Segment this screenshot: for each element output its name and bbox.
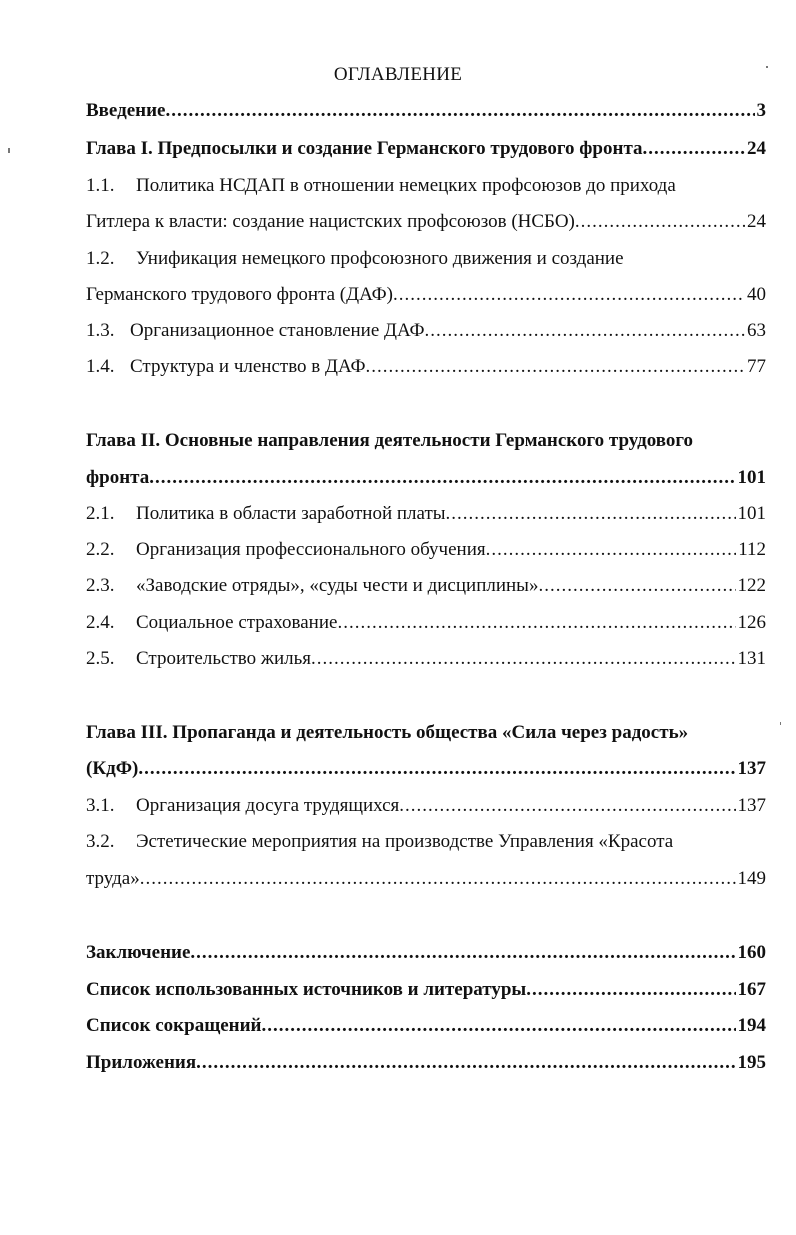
toc-entry-section-3-2-line1 bbox=[86, 829, 766, 855]
toc-page-number: 137 bbox=[737, 758, 766, 779]
dot-leader bbox=[526, 977, 735, 1003]
dot-leader bbox=[643, 136, 745, 162]
dot-leader bbox=[393, 282, 745, 308]
toc-entry-chapter-2-line1 bbox=[86, 428, 766, 454]
section-number: 1.4. bbox=[86, 356, 115, 377]
scan-speck bbox=[8, 148, 10, 153]
toc-label: Список использованных источников и литературы bbox=[86, 979, 527, 1000]
toc-label: Политика НСДАП в отношении немецких профсоюзов до прихода bbox=[136, 175, 676, 196]
dot-leader bbox=[140, 866, 736, 892]
section-number: 2.2. bbox=[86, 539, 115, 560]
section-number: 1.3. bbox=[86, 320, 115, 341]
toc-label: труда» bbox=[86, 868, 140, 889]
scan-speck bbox=[780, 722, 781, 725]
toc-entry-section-1-2-line2 bbox=[86, 282, 766, 308]
section-number: 1.1. bbox=[86, 175, 115, 196]
toc-page-number: 122 bbox=[737, 575, 766, 596]
toc-page-number: 126 bbox=[737, 612, 766, 633]
dot-leader bbox=[366, 354, 745, 380]
toc-label: Глава I. Предпосылки и создание Германского трудового фронта bbox=[86, 138, 643, 159]
toc-entry-introduction bbox=[86, 98, 766, 124]
toc-label: Список сокращений bbox=[86, 1015, 262, 1036]
toc-page-number: 3 bbox=[756, 100, 766, 121]
toc-page-number: 160 bbox=[737, 942, 766, 963]
dot-leader bbox=[575, 209, 745, 235]
toc-entry-section-2-4 bbox=[86, 610, 766, 636]
section-number: 2.3. bbox=[86, 575, 115, 596]
toc-entry-section-2-5 bbox=[86, 646, 766, 672]
section-number: 3.2. bbox=[86, 831, 115, 852]
dot-leader bbox=[446, 501, 736, 527]
dot-leader bbox=[262, 1013, 736, 1039]
dot-leader bbox=[486, 537, 737, 563]
toc-label: Структура и членство в ДАФ bbox=[130, 356, 366, 377]
toc-label: Эстетические мероприятия на производстве Управления «Красота bbox=[136, 831, 674, 852]
dot-leader bbox=[138, 756, 735, 782]
toc-label: Глава III. Пропаганда и деятельность общества «Сила через радость» bbox=[86, 722, 689, 743]
toc-entry-chapter-1 bbox=[86, 136, 766, 162]
toc-label: Социальное страхование bbox=[136, 612, 338, 633]
toc-label: Приложения bbox=[86, 1052, 197, 1073]
toc-label: Организационное становление ДАФ bbox=[130, 320, 425, 341]
toc-entry-chapter-2-line2 bbox=[86, 465, 766, 491]
toc-page-number: 195 bbox=[737, 1052, 766, 1073]
toc-label: Гитлера к власти: создание нацистских профсоюзов (НСБО) bbox=[86, 211, 575, 232]
toc-entry-section-1-2-line1 bbox=[86, 246, 766, 272]
toc-entry-conclusion bbox=[86, 940, 766, 966]
toc-label: Организация досуга трудящихся bbox=[136, 795, 400, 816]
toc-entry-section-1-1-line1 bbox=[86, 173, 766, 199]
toc-label: «Заводские отряды», «суды чести и дисциплины» bbox=[136, 575, 539, 596]
toc-label: Политика в области заработной платы bbox=[136, 503, 446, 524]
toc-entry-section-1-1-line2 bbox=[86, 209, 766, 235]
toc-entry-sources bbox=[86, 977, 766, 1003]
toc-label: Введение bbox=[86, 100, 166, 121]
section-number: 2.5. bbox=[86, 648, 115, 669]
toc-entry-section-1-4 bbox=[86, 354, 766, 380]
toc-entry-appendices bbox=[86, 1050, 766, 1076]
toc-label: Германского трудового фронта (ДАФ) bbox=[86, 284, 393, 305]
dot-leader bbox=[399, 793, 735, 819]
page-title: ОГЛАВЛЕНИЕ bbox=[333, 64, 463, 85]
toc-label: Организация профессионального обучения bbox=[136, 539, 486, 560]
section-number: 2.4. bbox=[86, 612, 115, 633]
toc-entry-section-1-3 bbox=[86, 318, 766, 344]
section-number: 1.2. bbox=[86, 248, 115, 269]
toc-page-number: 77 bbox=[747, 356, 766, 377]
toc-entry-chapter-3-line1 bbox=[86, 720, 766, 746]
toc-label: (КдФ) bbox=[86, 758, 139, 779]
toc-page-number: 167 bbox=[737, 979, 766, 1000]
toc-entry-section-2-3 bbox=[86, 573, 766, 599]
toc-label: Глава II. Основные направления деятельности Германского трудового bbox=[86, 430, 694, 451]
dot-leader bbox=[166, 98, 755, 124]
section-number: 3.1. bbox=[86, 795, 115, 816]
toc-page-number: 63 bbox=[747, 320, 766, 341]
toc-entry-chapter-3-line2 bbox=[86, 756, 766, 782]
toc-page-number: 24 bbox=[747, 211, 766, 232]
toc-page-number: 101 bbox=[737, 467, 766, 488]
toc-page-number: 112 bbox=[738, 539, 766, 560]
dot-leader bbox=[337, 610, 735, 636]
toc-entry-section-3-1 bbox=[86, 793, 766, 819]
dot-leader bbox=[149, 465, 735, 491]
toc-page-number: 24 bbox=[747, 138, 766, 159]
toc-entry-section-3-2-line2 bbox=[86, 866, 766, 892]
scan-speck bbox=[766, 66, 768, 68]
toc-entry-section-2-2 bbox=[86, 537, 766, 563]
toc-page-number: 137 bbox=[737, 795, 766, 816]
dot-leader bbox=[538, 573, 735, 599]
dot-leader bbox=[196, 1050, 735, 1076]
toc-page-number: 131 bbox=[737, 648, 766, 669]
toc-label: Строительство жилья bbox=[136, 648, 312, 669]
dot-leader bbox=[190, 940, 735, 966]
toc-entry-abbreviations bbox=[86, 1013, 766, 1039]
toc-entry-section-2-1 bbox=[86, 501, 766, 527]
toc-page-number: 194 bbox=[737, 1015, 766, 1036]
toc-label: фронта bbox=[86, 467, 150, 488]
dot-leader bbox=[425, 318, 745, 344]
dot-leader bbox=[311, 646, 735, 672]
toc-label: Унификация немецкого профсоюзного движения и создание bbox=[136, 248, 624, 269]
toc-page-number: 101 bbox=[737, 503, 766, 524]
toc-page-number: 149 bbox=[737, 868, 766, 889]
toc-label: Заключение bbox=[86, 942, 191, 963]
toc-page-number: 40 bbox=[747, 284, 766, 305]
section-number: 2.1. bbox=[86, 503, 115, 524]
